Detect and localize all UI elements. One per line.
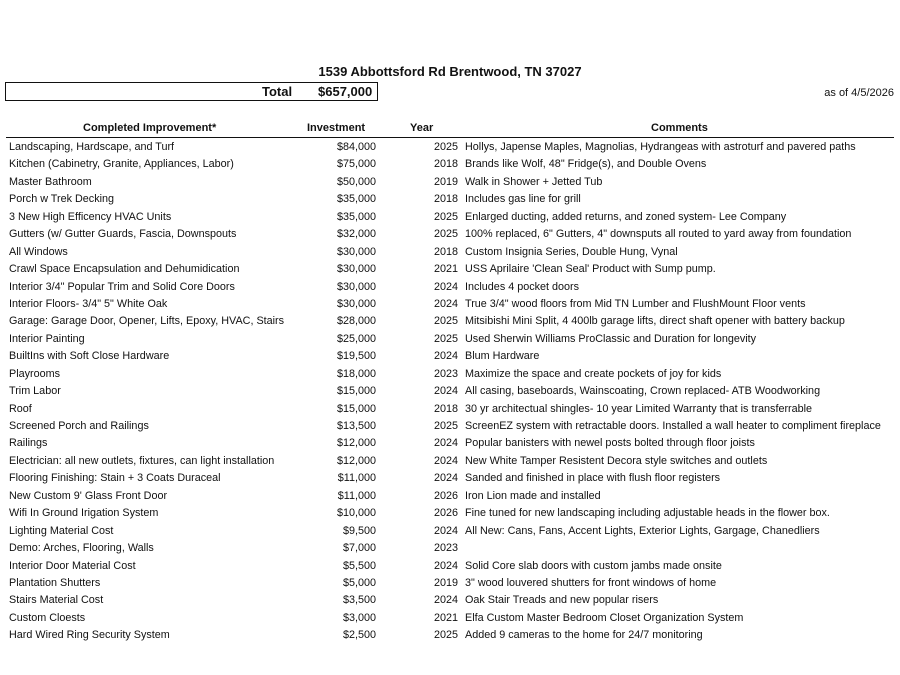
investment-cell: $35,000 [336,210,376,223]
comment-cell: Popular banisters with newel posts bolted through floor joists [465,437,755,450]
year-cell: 2021 [434,611,459,624]
year-cell: 2025 [434,315,459,328]
improvement-cell: Screened Porch and Railings [9,420,149,432]
improvement-cell: 3 New High Efficency HVAC Units [9,210,172,223]
investment-cell: $11,000 [337,472,376,485]
improvements-table [0,139,900,645]
year-cell: 2026 [434,507,459,520]
table-row [0,139,900,156]
year-cell: 2019 [434,576,459,589]
improvement-cell: Garage: Garage Door, Opener, Lifts, Epoxy, HVAC, Stairs [9,315,285,328]
column-header-investment: Investment [307,122,366,134]
investment-cell: $5,000 [342,576,376,589]
comment-cell: Solid Core slab doors with custom jambs made onsite [465,559,722,572]
year-cell: 2024 [434,385,459,398]
year-cell: 2024 [434,594,459,607]
improvement-cell: Gutters (w/ Gutter Guards, Fascia, Downspouts [9,228,237,241]
comment-cell: All casing, baseboards, Wainscoating, Crown replaced- ATB Woodworking [465,385,821,398]
table-row [0,156,900,173]
investment-cell: $50,000 [336,175,376,188]
investment-cell: $30,000 [336,245,376,258]
table-row [0,540,900,557]
comment-cell: Elfa Custom Master Bedroom Closet Organization System [465,611,744,624]
table-row [0,418,900,435]
improvement-cell: Playrooms [9,367,61,380]
table-row [0,558,900,575]
year-cell: 2024 [434,297,459,310]
comment-cell: Iron Lion made and installed [465,489,601,502]
year-cell: 2024 [434,472,459,485]
investment-cell: $15,000 [336,385,376,398]
improvement-cell: Custom Cloests [9,611,86,624]
improvement-cell: Interior Floors- 3/4" 5" White Oak [9,297,168,310]
improvement-cell: Wifi In Ground Irigation System [9,507,159,520]
year-cell: 2018 [434,158,459,171]
investment-cell: $11,000 [337,489,376,502]
improvement-cell: Plantation Shutters [9,576,101,589]
improvement-cell: Porch w Trek Decking [9,193,115,206]
year-cell: 2025 [434,420,459,432]
table-row [0,226,900,243]
table-row [0,331,900,348]
comment-cell: New White Tamper Resistent Decora style switches and outlets [465,454,768,467]
column-header-comments: Comments [651,122,708,134]
improvement-cell: Trim Labor [9,385,61,398]
investment-cell: $35,000 [336,193,376,206]
improvement-cell: Landscaping, Hardscape, and Turf [9,141,175,153]
year-cell: 2026 [434,489,459,502]
table-row [0,348,900,365]
table-row [0,244,900,261]
year-cell: 2023 [434,367,459,380]
investment-cell: $12,000 [336,454,376,467]
improvement-cell: Demo: Arches, Flooring, Walls [9,542,154,555]
comment-cell: Fine tuned for new landscaping including adjustable heads in the flower box. [465,507,830,520]
investment-cell: $2,500 [342,629,376,642]
year-cell: 2018 [434,402,459,415]
investment-cell: $75,000 [336,158,376,171]
table-row [0,488,900,505]
year-cell: 2023 [434,542,459,555]
table-row [0,470,900,487]
improvement-cell: Railings [9,437,48,450]
year-cell: 2024 [434,350,459,363]
investment-cell: $19,500 [336,350,376,363]
table-row [0,174,900,191]
comment-cell: Used Sherwin Williams ProClassic and Duration for longevity [465,332,757,345]
table-row [0,505,900,522]
year-cell: 2024 [434,559,459,572]
investment-cell: $3,500 [342,594,376,607]
year-cell: 2025 [434,210,459,223]
comment-cell: Brands like Wolf, 48" Fridge(s), and Double Ovens [465,158,707,171]
table-row [0,575,900,592]
table-row [0,366,900,383]
year-cell: 2025 [434,629,459,642]
investment-cell: $18,000 [336,367,376,380]
comment-cell: ScreenEZ system with retractable doors. Installed a wall heater to compliment fireplace [465,420,881,432]
improvement-cell: Master Bathroom [9,175,92,188]
comment-cell: Mitsibishi Mini Split, 4 400lb garage lifts, direct shaft opener with battery backup [465,315,845,328]
total-label: Total [262,84,293,99]
investment-cell: $28,000 [336,315,376,328]
table-row [0,592,900,609]
improvement-cell: Interior Painting [9,332,85,345]
improvement-cell: Roof [9,402,32,415]
table-row [0,401,900,418]
improvement-cell: Hard Wired Ring Security System [9,629,170,642]
improvement-cell: New Custom 9' Glass Front Door [9,489,168,502]
comment-cell: Oak Stair Treads and new popular risers [465,594,659,607]
improvement-cell: Electrician: all new outlets, fixtures, can light installation [9,454,275,467]
as-of-date: as of 4/5/2026 [824,87,894,99]
year-cell: 2024 [434,524,459,537]
comment-cell: Added 9 cameras to the home for 24/7 monitoring [465,629,703,642]
table-row [0,279,900,296]
year-cell: 2018 [434,193,459,206]
comment-cell: Enlarged ducting, added returns, and zoned system- Lee Company [465,210,787,223]
year-cell: 2019 [434,175,459,188]
investment-cell: $30,000 [336,297,376,310]
comment-cell: Maximize the space and create pockets of joy for kids [465,367,722,380]
improvement-cell: Interior Door Material Cost [9,559,136,572]
table-row [0,627,900,644]
investment-cell: $15,000 [336,402,376,415]
improvement-cell: BuiltIns with Soft Close Hardware [9,350,170,363]
comment-cell: 100% replaced, 6" Gutters, 4" downsputs all routed to yard away from foundation [465,228,852,241]
comment-cell: Includes 4 pocket doors [465,280,580,293]
improvement-cell: Flooring Finishing: Stain + 3 Coats Duraceal [9,472,221,485]
document-title: 1539 Abbottsford Rd Brentwood, TN 37027 [318,64,582,79]
comment-cell: Includes gas line for grill [465,193,581,206]
year-cell: 2024 [434,454,459,467]
table-row [0,313,900,330]
improvement-cell: Crawl Space Encapsulation and Dehumidication [9,263,240,276]
investment-cell: $12,000 [336,437,376,450]
comment-cell: Hollys, Japense Maples, Magnolias, Hydrangeas with astroturf and pavered paths [465,141,856,153]
improvement-cell: Stairs Material Cost [9,594,104,607]
investment-cell: $9,500 [342,524,376,537]
year-cell: 2025 [434,332,459,345]
comment-cell: Blum Hardware [465,350,540,363]
year-cell: 2021 [434,263,459,276]
table-row [0,523,900,540]
investment-cell: $30,000 [336,280,376,293]
year-cell: 2025 [434,141,459,153]
comment-cell: Sanded and finished in place with flush floor registers [465,472,721,485]
investment-cell: $13,500 [336,420,376,432]
total-value: $657,000 [318,84,373,99]
table-row [0,296,900,313]
year-cell: 2018 [434,245,459,258]
table-row [0,453,900,470]
comment-cell: True 3/4" wood floors from Mid TN Lumber and FlushMount Floor vents [465,297,806,310]
column-header-year: Year [410,122,434,134]
year-cell: 2024 [434,280,459,293]
investment-cell: $32,000 [336,228,376,241]
investment-cell: $3,000 [342,611,376,624]
improvement-cell: Lighting Material Cost [9,524,114,537]
investment-cell: $5,500 [342,559,376,572]
table-row [0,435,900,452]
comment-cell: 30 yr architectual shingles- 10 year Limited Warranty that is transferrable [465,402,813,415]
investment-cell: $7,000 [342,542,376,555]
table-row [0,383,900,400]
improvement-cell: Kitchen (Cabinetry, Granite, Appliances, Labor) [9,158,234,171]
improvement-cell: Interior 3/4" Popular Trim and Solid Core Doors [9,280,235,293]
table-row [0,191,900,208]
column-header-improvement: Completed Improvement* [83,122,217,134]
year-cell: 2025 [434,228,459,241]
improvement-cell: All Windows [9,245,68,258]
comment-cell: Walk in Shower + Jetted Tub [465,175,603,188]
investment-cell: $84,000 [336,141,376,153]
header-rule [6,137,894,138]
comment-cell: USS Aprilaire 'Clean Seal' Product with Sump pump. [465,263,716,276]
investment-cell: $30,000 [336,263,376,276]
table-row [0,209,900,226]
comment-cell: Custom Insignia Series, Double Hung, Vynal [465,245,678,258]
investment-cell: $25,000 [336,332,376,345]
table-row [0,610,900,627]
comment-cell: All New: Cans, Fans, Accent Lights, Exterior Lights, Gargage, Chanedliers [465,524,820,537]
table-row [0,261,900,278]
investment-cell: $10,000 [336,507,376,520]
comment-cell: 3" wood louvered shutters for front windows of home [465,576,717,589]
year-cell: 2024 [434,437,459,450]
